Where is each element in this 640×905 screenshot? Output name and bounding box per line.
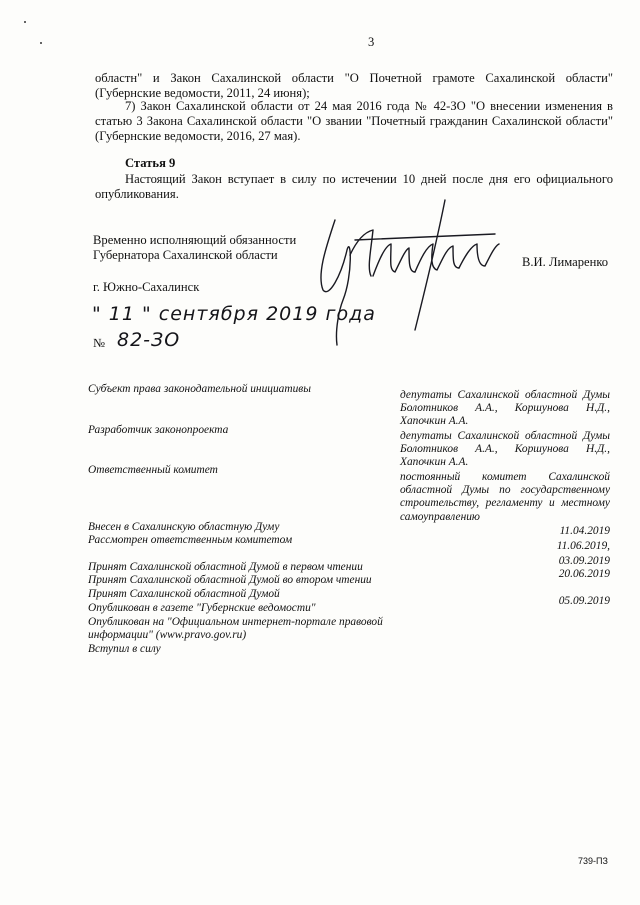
signatory-position-line2: Губернатора Сахалинской области — [93, 248, 278, 262]
committee-value: постоянный комитет Сахалинской областной Думы по государственному строительству, регламенту и местному самоуправлению — [400, 471, 610, 523]
article-9-title: Статья 9 — [125, 156, 176, 170]
history-value: 03.09.2019 — [558, 555, 610, 567]
history-label: Опубликован в газете "Губернские ведомости" — [88, 602, 316, 614]
history-value: 11.06.2019, — [556, 540, 610, 552]
history-label: Принят Сахалинской областной Думой во втором чтении — [88, 574, 372, 586]
history-value: 05.09.2019 — [558, 595, 610, 607]
developer-label: Разработчик законопроекта — [88, 424, 229, 436]
history-label: Внесен в Сахалинскую областную Думу — [88, 521, 280, 533]
history-label: Опубликован на "Официальном интернет-портале правовой информации" (www.pravo.gov.ru) — [88, 616, 383, 642]
history-value: 11.04.2019 — [559, 525, 610, 537]
initiative-value: депутаты Сахалинской областной Думы Болотников А.А., Коршунова Н.Д., Хапочкин А.А. — [400, 389, 610, 428]
history-label: Принят Сахалинской областной Думой — [88, 588, 280, 600]
scan-speck — [24, 21, 26, 23]
history-label: Рассмотрен ответственным комитетом — [88, 534, 293, 546]
list-item-7: 7) Закон Сахалинской области от 24 мая 2016 года № 42-ЗО "О внесении изменения в статью 3 Закона Сахалинской области "О звании "Почетный гражданин Сахалинской области" (Губернские ведомости, 2016, 27 мая). — [95, 99, 613, 143]
handwritten-number: 82-ЗО — [117, 329, 181, 351]
committee-label: Ответственный комитет — [88, 464, 218, 476]
signatory-position-line1: Временно исполняющий обязанности — [93, 233, 297, 247]
history-label: Принят Сахалинской областной Думой в первом чтении — [88, 561, 363, 573]
initiative-label: Субъект права законодательной инициативы — [88, 383, 311, 395]
handwritten-date: " 11 " сентября 2019 года — [92, 303, 376, 325]
signatory-name: В.И. Лимаренко — [522, 255, 609, 269]
document-code: 739-ПЗ — [578, 856, 608, 866]
city: г. Южно-Сахалинск — [93, 280, 200, 294]
number-prefix: № — [93, 336, 106, 350]
history-label: Вступил в силу — [88, 643, 161, 655]
page-number: 3 — [368, 35, 375, 49]
history-value: 20.06.2019 — [558, 568, 610, 580]
article-9-text: Настоящий Закон вступает в силу по истечении 10 дней после дня его официального опубликования. — [95, 172, 613, 201]
scan-speck — [40, 42, 42, 44]
developer-value: депутаты Сахалинской областной Думы Болотников А.А., Коршунова Н.Д., Хапочкин А.А. — [400, 430, 610, 469]
continued-paragraph: областн" и Закон Сахалинской области "О Почетной грамоте Сахалинской области" (Губернские ведомости, 2011, 24 июня); — [95, 71, 613, 100]
